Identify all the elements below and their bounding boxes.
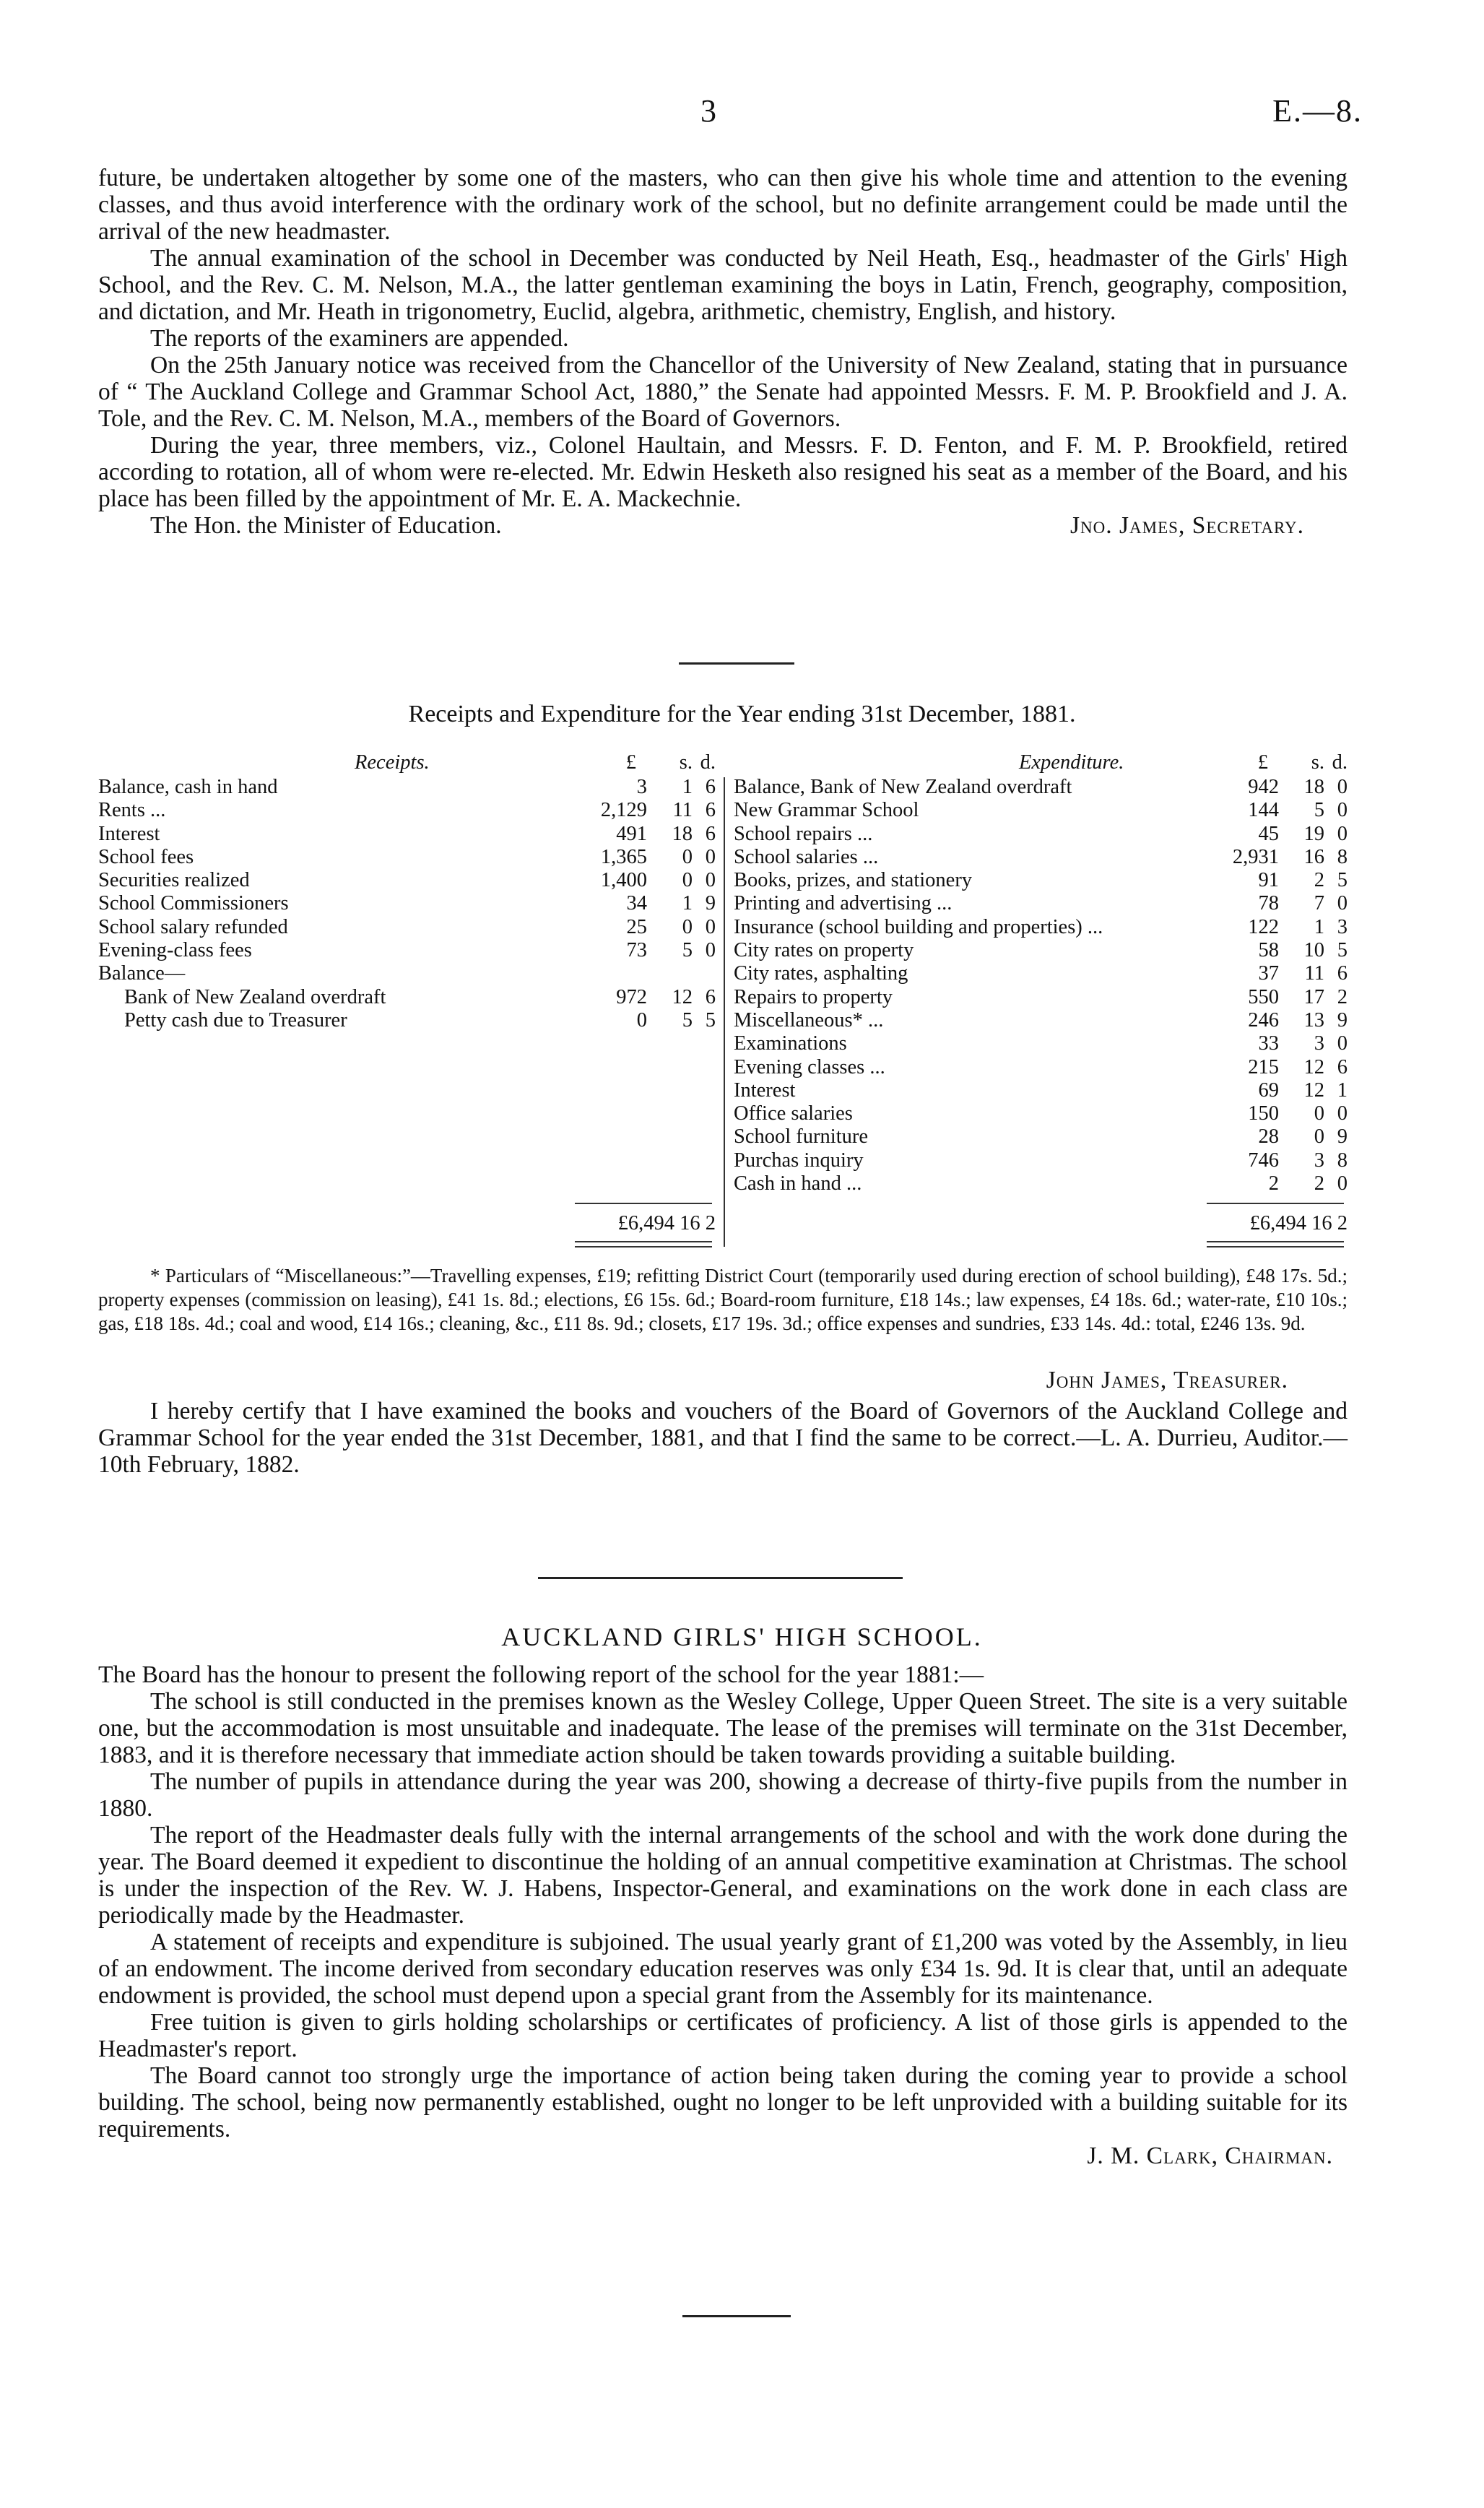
expenditure-heading: Expenditure.: [1019, 751, 1124, 774]
shillings-value: 19: [1303, 822, 1324, 845]
pounds-value: 972: [616, 985, 647, 1008]
account-label: Printing and advertising ...: [734, 892, 953, 915]
shillings-value: 12: [1303, 1055, 1324, 1078]
shillings-value: 18: [672, 822, 693, 845]
pence-value: 0: [705, 869, 716, 892]
pence-value: 9: [1337, 1125, 1348, 1149]
account-label: Insurance (school building and properties) ...: [734, 915, 1103, 938]
pounds-value: 33: [1258, 1032, 1279, 1055]
shillings-value: 0: [682, 845, 693, 868]
account-row: [734, 892, 1348, 915]
account-label: Cash in hand ...: [734, 1172, 862, 1195]
account-row: [734, 1009, 1348, 1032]
pence-value: 5: [1337, 869, 1348, 892]
account-label: Books, prizes, and stationery: [734, 869, 973, 892]
section-divider: [538, 1577, 903, 1579]
pence-value: 1: [1337, 1078, 1348, 1102]
treasurer-signature-block: [98, 1367, 1348, 1393]
account-label: Securities realized: [98, 869, 250, 892]
receipts-subtotal-rule: [575, 1203, 712, 1204]
pounds-value: 1,400: [600, 869, 647, 892]
shillings-value: 3: [1314, 1149, 1324, 1172]
account-row: [734, 776, 1348, 799]
account-label: Petty cash due to Treasurer: [124, 1008, 347, 1032]
shillings-value: 3: [1314, 1032, 1324, 1055]
pounds-value: 122: [1248, 915, 1279, 938]
pounds-value: 0: [636, 1008, 647, 1032]
account-label: Balance, cash in hand: [98, 776, 278, 798]
account-row: [734, 799, 1348, 822]
account-row: [98, 986, 716, 1009]
account-label: School Commissioners: [98, 892, 289, 915]
account-label: Rents ...: [98, 799, 166, 822]
pence-head: d.: [700, 751, 716, 774]
expenditure-rows: [734, 776, 1348, 1195]
shillings-value: 12: [1303, 1078, 1324, 1102]
page-number: 3: [700, 93, 716, 129]
receipts-heading: Receipts.: [355, 751, 430, 774]
pence-value: 0: [1337, 1032, 1348, 1055]
shillings-value: 13: [1303, 1008, 1324, 1032]
pence-value: 0: [1337, 892, 1348, 915]
account-row: [98, 962, 716, 985]
pounds-value: 73: [626, 939, 647, 962]
shillings-value: 10: [1303, 939, 1324, 962]
intro-paragraph: The annual examination of the school in December was conducted by Neil Heath, Esq., headmaster of the Girls' High School, and the Rev. C. M. Nelson, M.A., the latter gentleman examining the boys in Latin, French, geography, composition, and dictation, and Mr. Heath in trigonometry, Euclid, algebra, arithmetic, chemistry, English, and history.: [98, 245, 1348, 325]
audit-certificate: I hereby certify that I have examined the books and vouchers of the Board of Governors of the Auckland College and Grammar School for the year ended the 31st December, 1881, and that I find the same to be correct.—L. A. Durrieu, Auditor.—10th February, 1882.: [98, 1398, 1348, 1478]
account-row: [98, 776, 716, 799]
account-row: [98, 916, 716, 939]
girls-paragraph: The Board cannot too strongly urge the importance of action being taken during the coming year to provide a school building. The school, being now permanently established, ought no longer to be left unprovided with a building suitable for its requirements.: [98, 2062, 1348, 2142]
pence-value: 6: [705, 776, 716, 798]
shillings-value: 0: [1314, 1102, 1324, 1125]
shillings-value: 18: [1303, 776, 1324, 798]
pence-value: 6: [1337, 962, 1348, 985]
shillings-value: 0: [682, 869, 693, 892]
pounds-value: 215: [1248, 1055, 1279, 1078]
pounds-value: 34: [626, 892, 647, 915]
account-label: Miscellaneous* ...: [734, 1008, 884, 1032]
account-row: [734, 1102, 1348, 1125]
pounds-value: 37: [1258, 962, 1279, 985]
account-row: [734, 939, 1348, 962]
treasurer-line: [98, 1367, 1348, 1393]
girls-paragraph: The Board has the honour to present the following report of the school for the year 1881:—: [98, 1661, 984, 1688]
girls-paragraph: The number of pupils in attendance during the year was 200, showing a decrease of thirty-five pupils from the number in 1880.: [98, 1768, 1348, 1822]
pence-value: 0: [1337, 822, 1348, 845]
shillings-head: s.: [1311, 751, 1324, 774]
pounds-head: £: [625, 751, 636, 774]
secretary-signature: Jno. James, Secretary.: [1070, 512, 1304, 539]
intro-paragraph: During the year, three members, viz., Colonel Haultain, and Messrs. F. D. Fenton, and F. M. P. Brookfield, retired according to rotation, all of whom were re-elected. Mr. Edwin Hesketh also resigned his seat as a member of the Board, and his place has been filled by the appointment of Mr. E. A. Mackechnie.: [98, 432, 1348, 512]
pounds-value: 942: [1248, 776, 1279, 798]
shillings-value: 11: [672, 799, 693, 822]
pence-value: 0: [1337, 1172, 1348, 1195]
chairman-signature: J. M. Clark, Chairman.: [1087, 2142, 1333, 2169]
account-row: [734, 916, 1348, 939]
pence-value: 5: [705, 1008, 716, 1032]
pence-value: 6: [705, 822, 716, 845]
intro-report: [98, 165, 1348, 539]
column-divider: [724, 777, 725, 1247]
pounds-value: 2: [1268, 1172, 1279, 1195]
pounds-value: 491: [616, 822, 647, 845]
treasurer-signature: John James, Treasurer.: [1046, 1367, 1288, 1393]
account-row: [98, 799, 716, 822]
shillings-value: 5: [1314, 799, 1324, 822]
pence-value: 6: [705, 985, 716, 1008]
account-label: Purchas inquiry: [734, 1149, 864, 1172]
account-label: Examinations: [734, 1032, 847, 1055]
account-row: [98, 939, 716, 962]
pounds-value: 78: [1258, 892, 1279, 915]
pence-value: 3: [1337, 915, 1348, 938]
girls-paragraph: Free tuition is given to girls holding scholarships or certificates of proficiency. A list of those girls is appended to the Headmaster's report.: [98, 2009, 1348, 2062]
account-row: [734, 1079, 1348, 1102]
account-row: [734, 1149, 1348, 1172]
account-row: [734, 823, 1348, 846]
pence-value: 9: [705, 892, 716, 915]
pence-value: 8: [1337, 845, 1348, 868]
account-label: Balance, Bank of New Zealand overdraft: [734, 776, 1072, 798]
pounds-head: £: [1257, 751, 1268, 774]
shillings-value: 5: [682, 1008, 693, 1032]
expenditure-total-double-rule: [1207, 1241, 1344, 1247]
account-row: [98, 892, 716, 915]
pounds-value: 1,365: [600, 845, 647, 868]
pence-value: 0: [705, 845, 716, 868]
expenditure-subtotal-rule: [1207, 1203, 1344, 1204]
account-row: [734, 1056, 1348, 1079]
pounds-value: 2,129: [600, 799, 647, 822]
shillings-value: 0: [682, 915, 693, 938]
pounds-value: 69: [1258, 1078, 1279, 1102]
account-label: School repairs ...: [734, 822, 873, 845]
account-row: [98, 1009, 716, 1032]
account-label: Balance—: [98, 962, 186, 985]
intro-signature-line: [98, 512, 1348, 539]
shillings-value: 2: [1314, 869, 1324, 892]
page-header: [0, 92, 1484, 136]
intro-paragraph: future, be undertaken altogether by some one of the masters, who can then give his whole time and attention to the evening classes, and thus avoid interference with the ordinary work of the school, but no definite arrangement could be made until the arrival of the new headmaster.: [98, 165, 1348, 245]
account-row: [734, 1032, 1348, 1055]
girls-school-report: [98, 1661, 1348, 2169]
expenditure-total: £6,494 16 2: [1249, 1212, 1348, 1234]
section-divider: [682, 2315, 791, 2317]
account-label: School furniture: [734, 1125, 869, 1149]
pence-value: 0: [705, 915, 716, 938]
pence-value: 8: [1337, 1149, 1348, 1172]
miscellaneous-footnote: [98, 1264, 1348, 1336]
account-label: Bank of New Zealand overdraft: [124, 985, 386, 1008]
currency-heads: [571, 751, 716, 776]
shillings-value: 1: [1314, 915, 1324, 938]
account-label: Repairs to property: [734, 985, 893, 1008]
shillings-value: 17: [1303, 985, 1324, 1008]
intro-paragraph: On the 25th January notice was received from the Chancellor of the University of New Zealand, stating that in pursuance of “ The Auckland College and Grammar School Act, 1880,” the Senate had appointed Messrs. F. M. P. Brookfield and J. A. Tole, and the Rev. C. M. Nelson, M.A., members of the Board of Governors.: [98, 352, 1348, 432]
girls-school-heading: AUCKLAND GIRLS' HIGH SCHOOL.: [501, 1622, 983, 1651]
expenditure-column: [734, 751, 1348, 1195]
currency-heads: [1203, 751, 1348, 776]
shillings-value: 0: [1314, 1125, 1324, 1149]
shillings-value: 1: [682, 892, 693, 915]
shillings-value: 5: [682, 939, 693, 962]
account-label: School fees: [98, 845, 194, 868]
girls-paragraph: The report of the Headmaster deals fully with the internal arrangements of the school and with the work done during the year. The Board deemed it expedient to discontinue the holding of an annual competitive examination at Christmas. The school is under the inspection of the Rev. W. J. Habens, Inspector-General, and examinations on the work done in each class are periodically made by the Headmaster.: [98, 1822, 1348, 1929]
shillings-value: 16: [1303, 845, 1324, 868]
pence-value: 6: [1337, 1055, 1348, 1078]
shillings-value: 2: [1314, 1172, 1324, 1195]
pence-value: 2: [1337, 985, 1348, 1008]
addressee: The Hon. the Minister of Education.: [150, 512, 502, 539]
pounds-value: 746: [1248, 1149, 1279, 1172]
account-row: [734, 986, 1348, 1009]
pounds-value: 2,931: [1232, 845, 1279, 868]
account-row: [734, 846, 1348, 869]
account-label: New Grammar School: [734, 799, 919, 822]
pounds-value: 58: [1258, 939, 1279, 962]
shillings-value: 11: [1304, 962, 1324, 985]
pounds-value: 45: [1258, 822, 1279, 845]
intro-paragraph: The reports of the examiners are appended.: [150, 325, 569, 352]
account-label: Interest: [734, 1078, 796, 1102]
receipts-rows: [98, 776, 716, 1032]
pounds-value: 25: [626, 915, 647, 938]
receipts-header: [98, 751, 716, 776]
account-label: Evening classes ...: [734, 1055, 885, 1078]
pounds-value: 91: [1258, 869, 1279, 892]
section-divider: [679, 662, 794, 665]
account-label: Interest: [98, 822, 160, 845]
audit-certificate-block: [98, 1398, 1348, 1478]
account-label: School salaries ...: [734, 845, 879, 868]
pounds-value: 150: [1248, 1102, 1279, 1125]
account-row: [98, 823, 716, 846]
account-row: [734, 869, 1348, 892]
document-reference: E.—8.: [1272, 93, 1363, 129]
account-label: City rates on property: [734, 939, 914, 962]
accounts-title: Receipts and Expenditure for the Year ending 31st December, 1881.: [408, 701, 1076, 727]
chairman-signature-line: [98, 2142, 1348, 2169]
account-row: [734, 1125, 1348, 1149]
pounds-value: 144: [1248, 799, 1279, 822]
pence-value: 6: [705, 799, 716, 822]
shillings-value: 1: [682, 776, 693, 798]
receipts-column: [98, 751, 716, 1032]
pounds-value: 246: [1248, 1008, 1279, 1032]
pence-value: 0: [705, 939, 716, 962]
account-label: Office salaries: [734, 1102, 853, 1125]
footnote-text: * Particulars of “Miscellaneous:”—Travelling expenses, £19; refitting District Court (temporarily used during erection of school building), £48 17s. 5d.; property expenses (commission on leasing), £41 1s. 8d.; elections, £6 15s. 6d.; Board-room furniture, £18 14s.; law expenses, £4 18s. 6d.; water-rate, £10 10s.; gas, £18 18s. 4d.; coal and wood, £14 16s.; cleaning, &c., £11 8s. 9d.; closets, £17 19s. 3d.; office expenses and sundries, £33 14s. 4d.: total, £246 13s. 9d.: [98, 1265, 1348, 1334]
receipts-total-double-rule: [575, 1241, 712, 1247]
account-label: City rates, asphalting: [734, 962, 908, 985]
shillings-value: 12: [672, 985, 693, 1008]
pence-value: 9: [1337, 1008, 1348, 1032]
account-label: School salary refunded: [98, 915, 288, 938]
account-label: Evening-class fees: [98, 939, 252, 962]
pounds-value: 550: [1248, 985, 1279, 1008]
pounds-value: 28: [1258, 1125, 1279, 1149]
girls-paragraph: A statement of receipts and expenditure is subjoined. The usual yearly grant of £1,200 was voted by the Assembly, in lieu of an endowment. The income derived from secondary education reserves was only £34 1s. 9d. It is clear that, until an adequate endowment is provided, the school must depend upon a special grant from the Assembly for its maintenance.: [98, 1929, 1348, 2009]
expenditure-header: [734, 751, 1348, 776]
pence-value: 0: [1337, 799, 1348, 822]
shillings-value: 7: [1314, 892, 1324, 915]
account-row: [734, 1172, 1348, 1195]
account-row: [98, 846, 716, 869]
receipts-total: £6,494 16 2: [617, 1212, 716, 1234]
shillings-head: s.: [679, 751, 693, 774]
girls-paragraph: The school is still conducted in the premises known as the Wesley College, Upper Queen Street. The site is a very suitable one, but the accommodation is most unsuitable and inadequate. The lease of the premises will terminate on the 31st December, 1883, and it is therefore necessary that immediate action should be taken towards providing a suitable building.: [98, 1688, 1348, 1768]
pence-head: d.: [1332, 751, 1348, 774]
pence-value: 0: [1337, 776, 1348, 798]
account-row: [734, 962, 1348, 985]
pence-value: 0: [1337, 1102, 1348, 1125]
pounds-value: 3: [636, 776, 647, 798]
account-row: [98, 869, 716, 892]
pence-value: 5: [1337, 939, 1348, 962]
